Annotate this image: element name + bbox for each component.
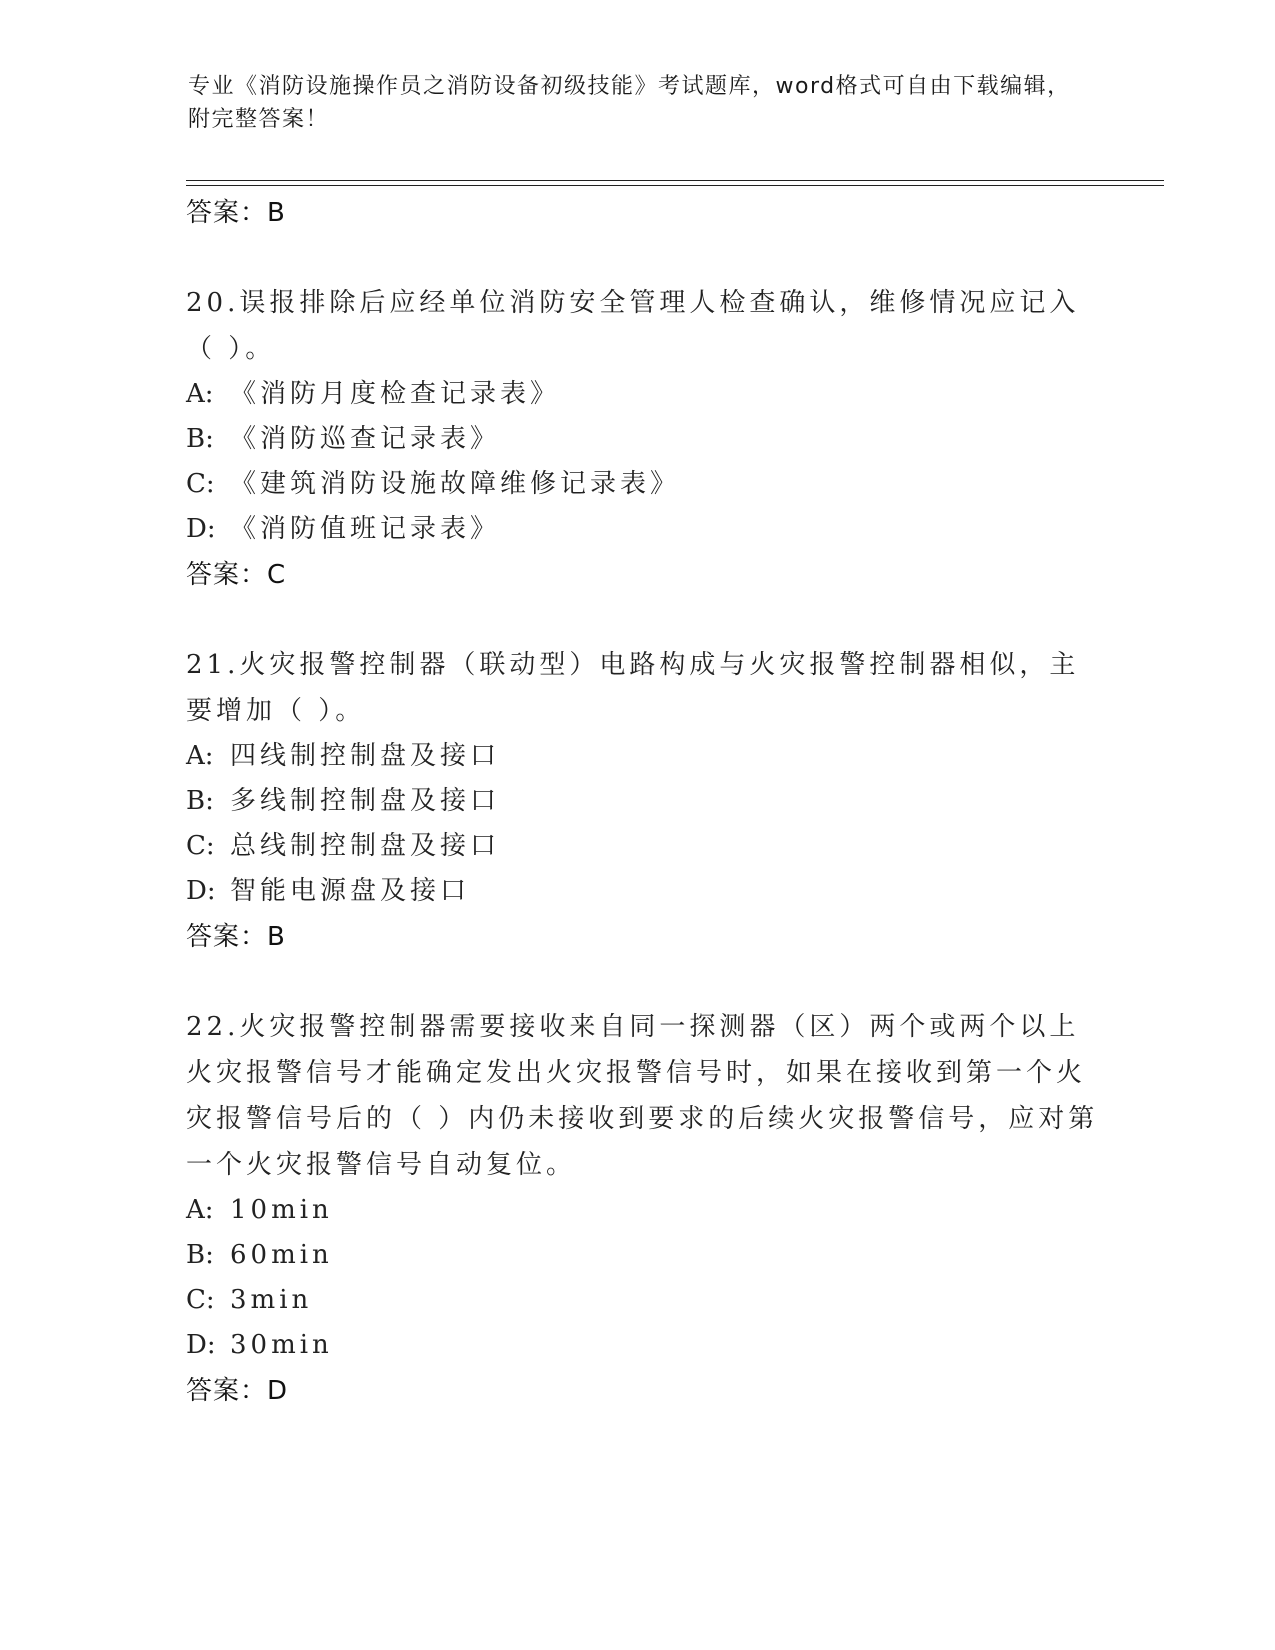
answer-line [186,552,1106,598]
option-letter: A: [186,1195,214,1225]
answer-line [186,914,1106,960]
question-text: 20.误报排除后应经单位消防安全管理人检查确认，维修情况应记入（ ）。 [186,288,1080,364]
option-letter: B: [186,1240,214,1270]
answer-label: 答案： [186,560,268,590]
option-letter: C: [186,1285,215,1315]
option-letter: C: [186,831,215,861]
option-d [186,869,1106,914]
answer-line [186,1368,1106,1414]
option-text: 四线制控制盘及接口 [230,741,501,771]
answer-label: 答案： [186,198,268,228]
option-letter: B: [186,424,214,454]
answer-value: B [267,198,286,228]
answer-label: 答案： [186,922,268,952]
header-rule-bottom [186,185,1164,186]
option-text: 30min [230,1330,333,1360]
answer-value: C [267,560,287,590]
answer-line [186,190,1106,236]
option-a [186,734,1106,779]
option-text: 总线制控制盘及接口 [230,831,501,861]
answer-value: D [267,1376,289,1406]
question-list [186,190,1106,1414]
question-20 [186,280,1106,598]
option-d [186,1323,1106,1368]
option-letter: D: [186,514,216,544]
option-text: 10min [230,1195,333,1225]
option-a [186,372,1106,417]
option-letter: B: [186,786,214,816]
option-letter: A: [186,379,214,409]
question-21 [186,642,1106,960]
option-letter: A: [186,741,214,771]
option-text: 60min [230,1240,333,1270]
option-text: 3min [230,1285,313,1315]
option-text: 《消防月度检查记录表》 [230,379,561,409]
option-a [186,1188,1106,1233]
question-text: 21.火灾报警控制器（联动型）电路构成与火灾报警控制器相似，主要增加（ ）。 [186,650,1080,726]
answer-value: B [267,922,286,952]
answer-label: 答案： [186,1376,268,1406]
option-text: 《消防巡查记录表》 [230,424,501,454]
option-letter: C: [186,469,215,499]
option-text: 多线制控制盘及接口 [230,786,501,816]
header-rule-top [186,180,1164,181]
option-c [186,1278,1106,1323]
option-c [186,824,1106,869]
option-d [186,507,1106,552]
option-text: 智能电源盘及接口 [230,876,471,906]
option-letter: D: [186,876,216,906]
option-c [186,462,1106,507]
option-text: 《建筑消防设施故障维修记录表》 [230,469,681,499]
option-letter: D: [186,1330,216,1360]
option-b [186,417,1106,462]
question-text: 22.火灾报警控制器需要接收来自同一探测器（区）两个或两个以上火灾报警信号才能确定发出火灾报警信号时，如果在接收到第一个火灾报警信号后的（ ）内仍未接收到要求的后续火灾报警信号，应对第一个火灾报警信号自动复位。 [186,1012,1099,1180]
question-22 [186,1004,1106,1414]
option-text: 《消防值班记录表》 [230,514,501,544]
page-header: 专业《消防设施操作员之消防设备初级技能》考试题库，word格式可自由下载编辑，附完整答案！ [188,74,1071,132]
option-b [186,779,1106,824]
option-b [186,1233,1106,1278]
